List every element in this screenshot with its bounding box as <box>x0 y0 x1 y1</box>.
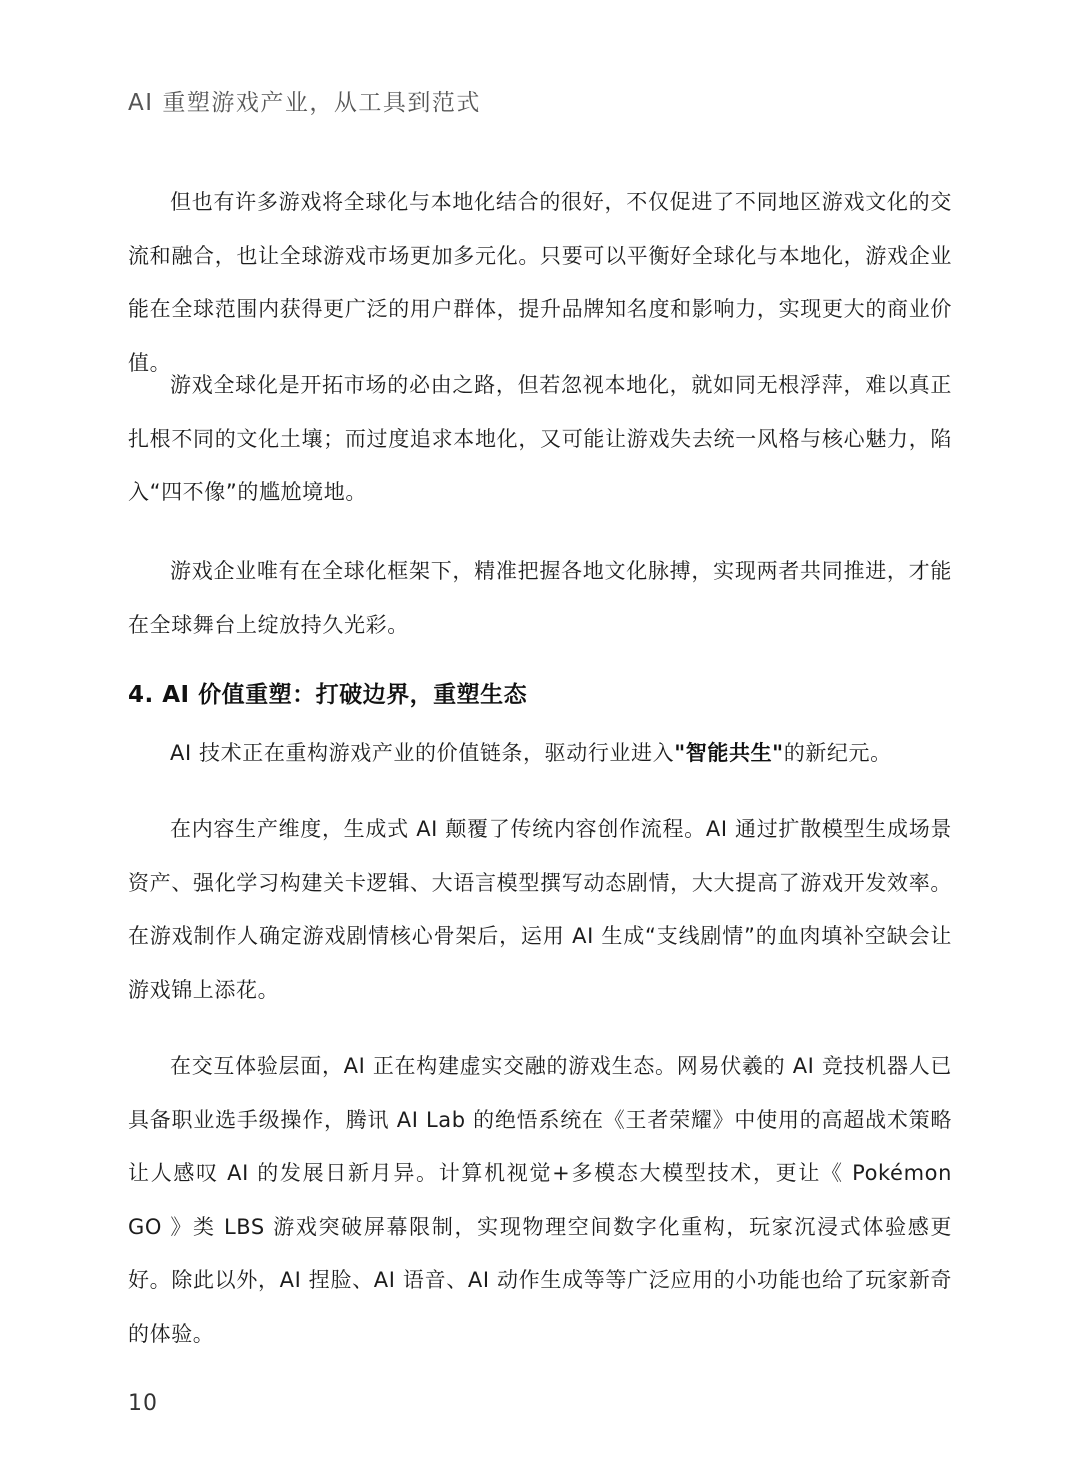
paragraph-global-stage: 游戏企业唯有在全球化框架下，精准把握各地文化脉搏，实现两者共同推进，才能在全球舞台上绽放持久光彩。 <box>128 559 952 637</box>
running-header-title: AI 重塑游戏产业，从工具到范式 <box>128 90 481 116</box>
intro-text-before: AI 技术正在重构游戏产业的价值链条，驱动行业进入 <box>170 741 675 765</box>
intro-text-after: 的新纪元。 <box>783 741 892 765</box>
paragraph-ai-intro <box>128 727 952 781</box>
paragraph-globalization-localization: 但也有许多游戏将全球化与本地化结合的很好，不仅促进了不同地区游戏文化的交流和融合，也让全球游戏市场更加多元化。只要可以平衡好全球化与本地化，游戏企业能在全球范围内获得更广泛的用户群体，提升品牌知名度和影响力，实现更大的商业价值。 <box>128 190 952 375</box>
paragraph-interaction-experience: 在交互体验层面，AI 正在构建虚实交融的游戏生态。网易伏羲的 AI 竞技机器人已具备职业选手级操作，腾讯 AI Lab 的绝悟系统在《王者荣耀》中使用的高超战术策略让人感叹 AI 的发展日新月异。计算机视觉+多模态大模型技术，更让《 Pokémon GO 》类 LBS 游戏突破屏幕限制，实现物理空间数字化重构，玩家沉浸式体验感更好。除此以外，AI 捏脸、AI 语音、AI 动作生成等等广泛应用的小功能也给了玩家新奇的体验。 <box>128 1054 952 1346</box>
intro-emphasis: "智能共生" <box>674 741 784 765</box>
paragraph-localization-balance: 游戏全球化是开拓市场的必由之路，但若忽视本地化，就如同无根浮萍，难以真正扎根不同的文化土壤；而过度追求本地化，又可能让游戏失去统一风格与核心魅力，陷入“四不像”的尴尬境地。 <box>128 373 952 504</box>
paragraph-content-production: 在内容生产维度，生成式 AI 颠覆了传统内容创作流程。AI 通过扩散模型生成场景资产、强化学习构建关卡逻辑、大语言模型撰写动态剧情，大大提高了游戏开发效率。在游戏制作人确定游戏剧情核心骨架后，运用 AI 生成“支线剧情”的血肉填补空缺会让游戏锦上添花。 <box>128 817 952 1002</box>
section-heading-ai-value: 4. AI 价值重塑：打破边界，重塑生态 <box>128 682 528 708</box>
page-number: 10 <box>128 1391 158 1416</box>
